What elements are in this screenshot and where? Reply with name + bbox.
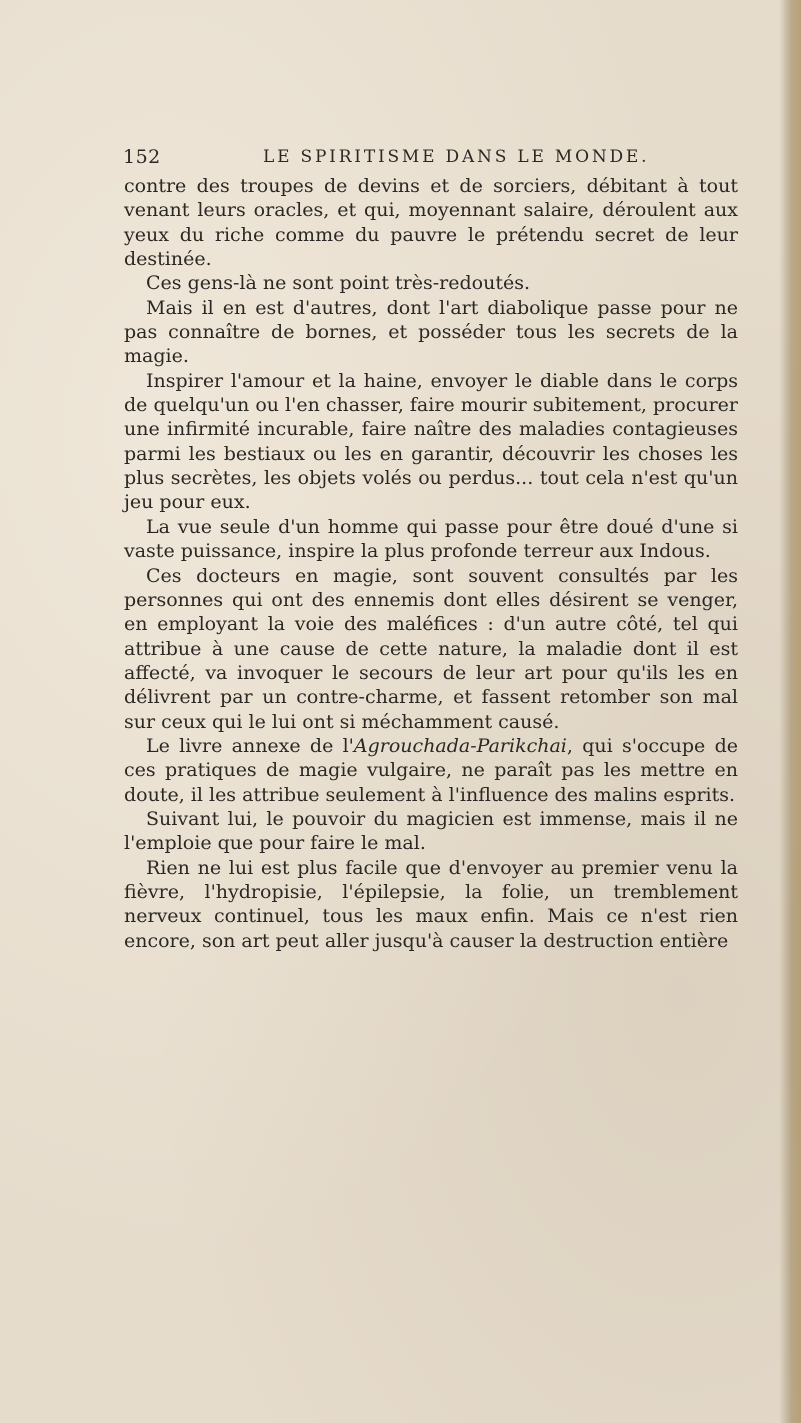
paragraph-text: Le livre annexe de l' (146, 734, 354, 757)
book-title: Agrouchada-Parikchai (353, 734, 567, 757)
paragraph-with-title (124, 734, 738, 807)
paragraph-text: , qui s'occupe de ces pratiques de magie vulgaire, ne paraît pas les mettre en doute, il les attribue seulement à l'influence des malins esprits. (124, 734, 738, 806)
paragraph: Inspirer l'amour et la haine, envoyer le diable dans le corps de quelqu'un ou l'en chasser, faire mourir subitement, procurer une infirmité incurable, faire naître des maladies contagieuses parmi les bestiaux ou les en garantir, découvrir les choses les plus secrètes, les objets volés ou perdus... tout cela n'est qu'un jeu pour eux. (124, 369, 738, 514)
paragraph: Ces gens-là ne sont point très-redoutés. (146, 272, 531, 295)
paragraph: Mais il en est d'autres, dont l'art diabolique passe pour ne pas connaître de bornes, et posséder tous les secrets de la magie. (124, 296, 738, 368)
paragraph: Rien ne lui est plus facile que d'envoyer au premier venu la fièvre, l'hydropisie, l'épilepsie, la folie, un tremblement nerveux continuel, tous les maux enfin. Mais ce n'est rien encore, son art peut aller jusqu'à causer la destruction entière (124, 856, 738, 952)
paragraph: La vue seule d'un homme qui passe pour être doué d'une si vaste puissance, inspire la plus profonde terreur aux Indous. (124, 515, 738, 563)
page-number: 152 (123, 146, 161, 168)
body-text (124, 174, 738, 953)
paragraph: Ces docteurs en magie, sont souvent consultés par les personnes qui ont des ennemis dont elles désirent se venger, en employant la voie des maléfices : d'un autre côté, tel qui attribue à une cause de cette nature, la maladie dont il est affecté, va invoquer le secours de leur art pour qu'ils les en délivrent par un contre-charme, et fassent retomber son mal sur ceux qui le lui ont si méchamment causé. (124, 564, 738, 733)
running-head: LE SPIRITISME DANS LE MONDE. (263, 147, 650, 167)
paragraph: Suivant lui, le pouvoir du magicien est immense, mais il ne l'emploie que pour faire le mal. (124, 807, 738, 855)
paragraph: contre des troupes de devins et de sorciers, débitant à tout venant leurs oracles, et qui, moyennant salaire, déroulent aux yeux du riche comme du pauvre le prétendu secret de leur destinée. (124, 175, 738, 271)
page-header (123, 146, 743, 172)
